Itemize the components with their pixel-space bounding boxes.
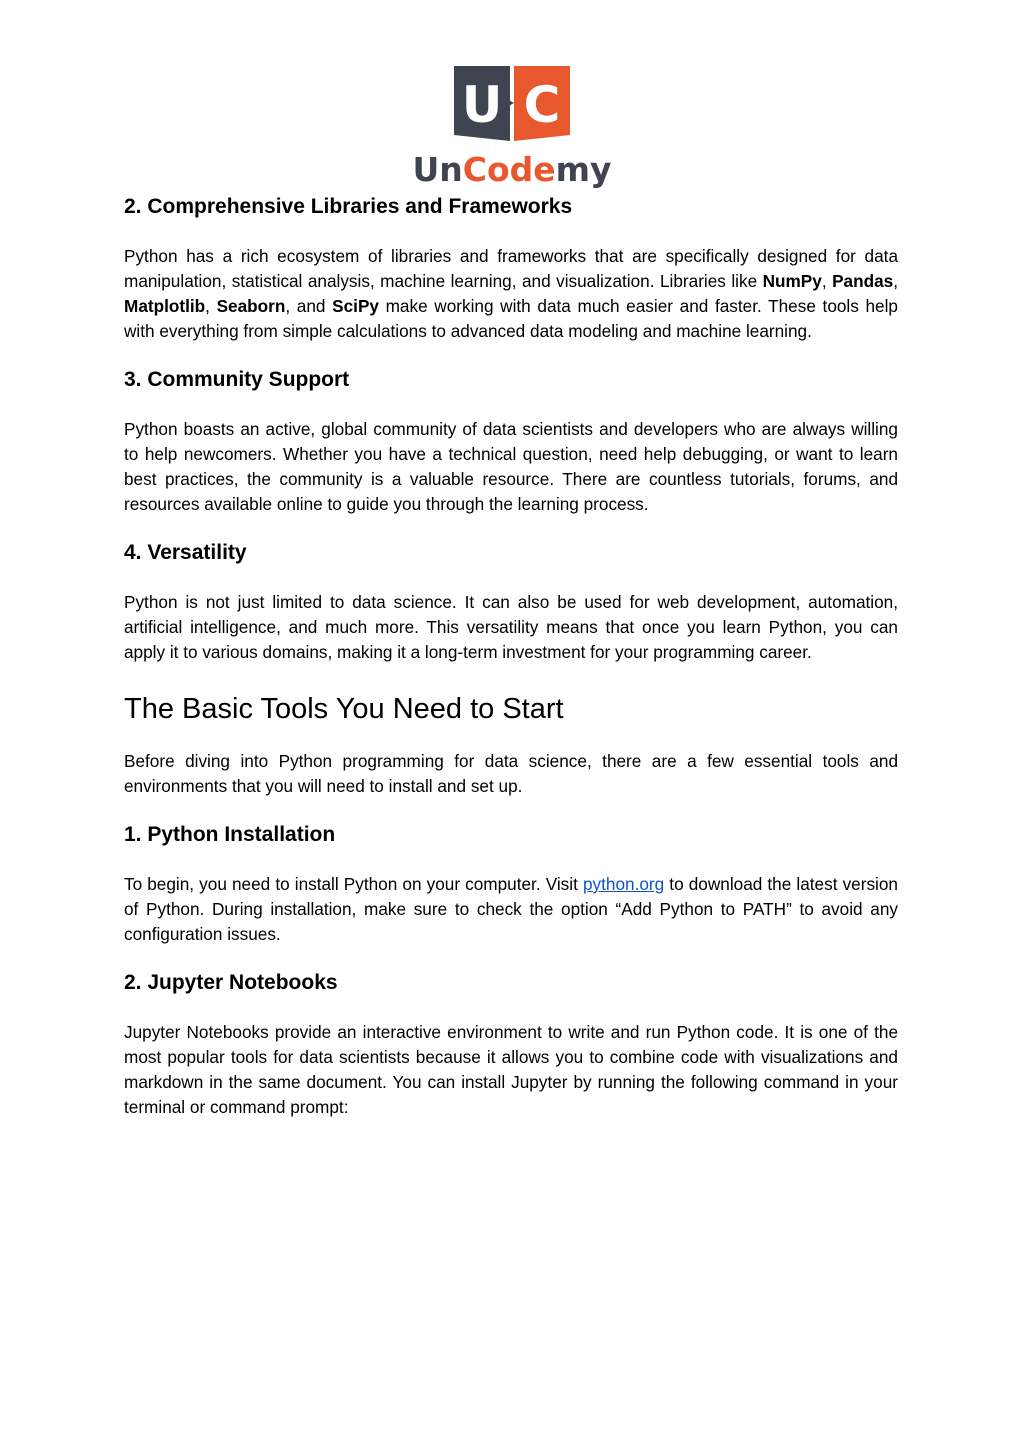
uncodemy-logo [0,66,1024,190]
paragraph-python-installation: To begin, you need to install Python on your computer. Visit python.org to download the latest version of Python. During installation, make sure to check the option “Add Python to PATH” to avoid any configuration issues. [124,874,898,944]
document-body [124,192,898,1120]
section-heading-libraries: 2. Comprehensive Libraries and Frameworks [124,195,573,218]
uc-logo-mark [454,66,570,146]
section-heading-jupyter: 2. Jupyter Notebooks [124,971,338,994]
paragraph-community: Python boasts an active, global community of data scientists and developers who are always willing to help newcomers. Whether you have a technical question, need help debugging, or want to learn best practices, the community is a valuable resource. There are countless tutorials, forums, and resources available online to guide you through the learning process. [124,419,898,514]
paragraph-jupyter: Jupyter Notebooks provide an interactive environment to write and run Python code. It is one of the most popular tools for data scientists because it allows you to combine code with visualizations and markdown in the same document. You can install Jupyter by running the following command in your terminal or command prompt: [124,1022,898,1117]
section-heading-versatility: 4. Versatility [124,541,247,564]
lib-pandas: Pandas [832,271,894,291]
lib-numpy: NumPy [762,271,822,291]
logo-letter-c: C [523,76,561,134]
logo-letter-u: U [461,76,503,134]
logo-wordmark: UnCodemy [412,150,612,189]
paragraph-tools-intro: Before diving into Python programming for data science, there are a few essential tools and environments that you will need to install and set up. [124,751,898,796]
python-org-link[interactable]: python.org [582,874,665,894]
section-heading-community: 3. Community Support [124,368,350,391]
section-heading-python-installation: 1. Python Installation [124,823,336,846]
lib-seaborn: Seaborn [216,296,286,316]
paragraph-libraries: Python has a rich ecosystem of libraries and frameworks that are specifically designed for data manipulation, statistical analysis, machine learning, and visualization. Libraries like NumPy, Pandas, Matplotlib, Seaborn, and SciPy make working with data much easier and faster. These tools help with everything from simple calculations to advanced data modeling and machine learning. [124,246,898,341]
lib-matplotlib: Matplotlib [124,296,206,316]
page-title-basic-tools: The Basic Tools You Need to Start [124,693,564,725]
lib-scipy: SciPy [332,296,379,316]
paragraph-versatility: Python is not just limited to data science. It can also be used for web development, automation, artificial intelligence, and much more. This versatility means that once you learn Python, you can apply it to various domains, making it a long-term investment for your programming career. [124,592,898,662]
